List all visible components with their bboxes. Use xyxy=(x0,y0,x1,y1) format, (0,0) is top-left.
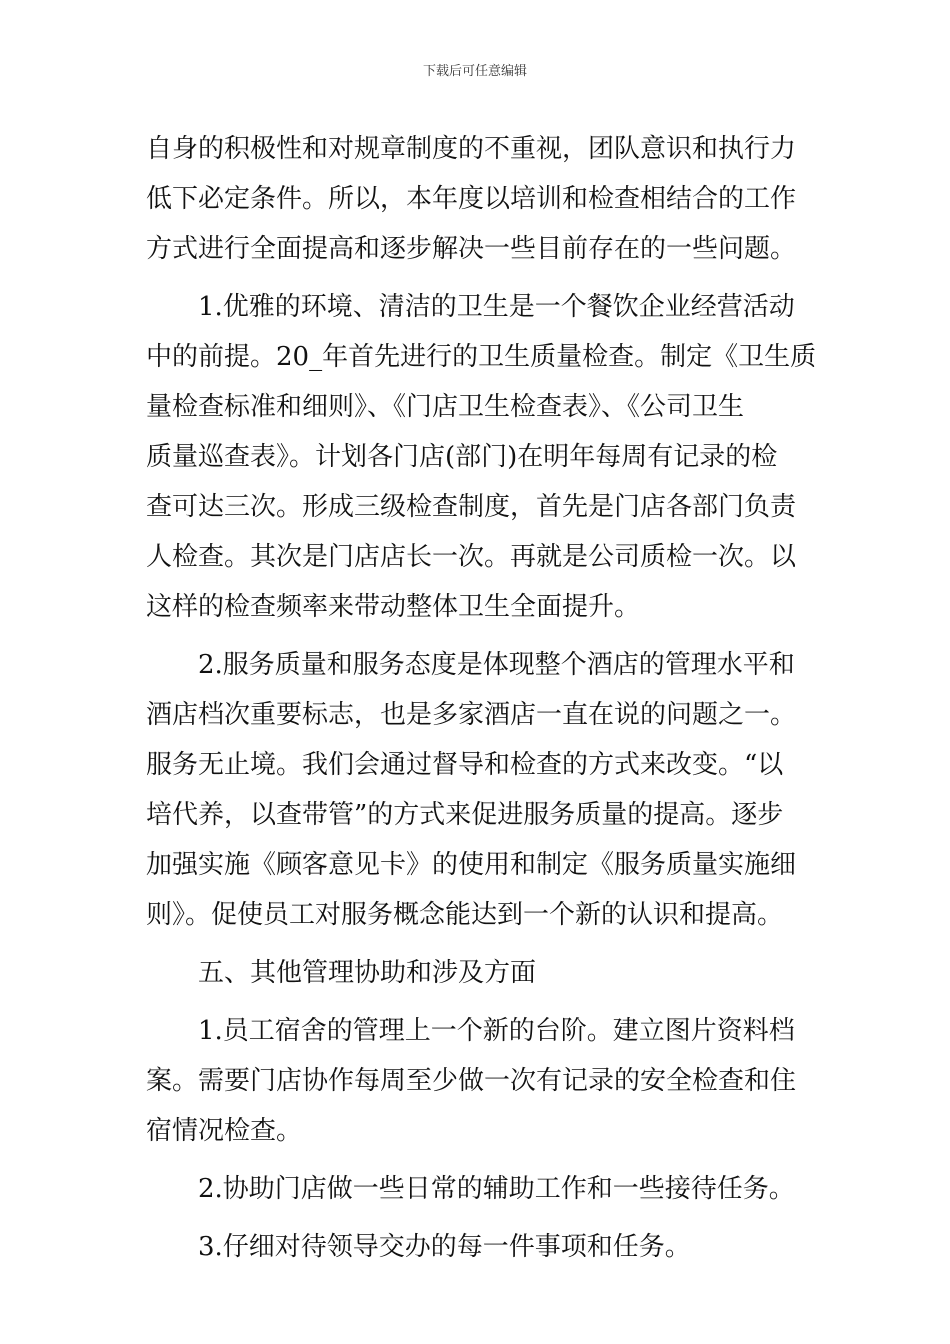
paragraph-intro-continuation xyxy=(146,124,810,274)
paragraph-line: 方式进行全面提高和逐步解决一些目前存在的一些问题。 xyxy=(146,234,797,264)
paragraph-line: 人检查。其次是门店店长一次。再就是公司质检一次。以 xyxy=(146,542,797,572)
paragraph-line: 培代养，以查带管”的方式来促进服务质量的提高。逐步 xyxy=(146,800,784,830)
document-body xyxy=(146,124,817,1272)
paragraph-line: 酒店档次重要标志，也是多家酒店一直在说的问题之一。 xyxy=(146,700,797,730)
paragraph-line: 服务无止境。我们会通过督导和检查的方式来改变。“以 xyxy=(146,750,784,780)
paragraph-line: 2.服务质量和服务态度是体现整个酒店的管理水平和 xyxy=(198,650,795,680)
paragraph-line: 案。需要门店协作每周至少做一次有记录的安全检查和住 xyxy=(146,1066,797,1096)
paragraph-line: 质量巡查表》。计划各门店(部门)在明年每周有记录的检 xyxy=(146,442,778,472)
paragraph-leadership-tasks xyxy=(146,1222,810,1272)
paragraph-line: 加强实施《顾客意见卡》的使用和制定《服务质量实施细 xyxy=(146,850,797,880)
paragraph-line: 量检查标准和细则》、《门店卫生检查表》、《公司卫生 xyxy=(146,392,745,422)
paragraph-line: 宿情况检查。 xyxy=(146,1116,303,1146)
paragraph-dormitory xyxy=(146,1006,810,1156)
section-heading-text: 五、其他管理协助和涉及方面 xyxy=(198,958,537,988)
paragraph-line: 2.协助门店做一些日常的辅助工作和一些接待任务。 xyxy=(198,1174,795,1204)
paragraph-line: 自身的积极性和对规章制度的不重视，团队意识和执行力 xyxy=(146,134,797,164)
paragraph-hygiene xyxy=(146,282,817,632)
page-header: 下载后可任意编辑 xyxy=(422,64,527,79)
paragraph-line: 则》。促使员工对服务概念能达到一个新的认识和提高。 xyxy=(146,900,784,930)
paragraph-line: 这样的检查频率来带动整体卫生全面提升。 xyxy=(146,592,641,622)
paragraph-line: 1.优雅的环境、清洁的卫生是一个餐饮企业经营活动 xyxy=(198,292,795,322)
paragraph-assist-stores xyxy=(146,1164,810,1214)
paragraph-service-quality xyxy=(146,640,810,940)
section-heading xyxy=(146,948,810,998)
paragraph-line: 查可达三次。形成三级检查制度，首先是门店各部门负责 xyxy=(146,492,797,522)
paragraph-line: 低下必定条件。所以，本年度以培训和检查相结合的工作 xyxy=(146,184,797,214)
paragraph-line: 中的前提。20_年首先进行的卫生质量检查。制定《卫生质 xyxy=(146,342,817,372)
paragraph-line: 1.员工宿舍的管理上一个新的台阶。建立图片资料档 xyxy=(198,1016,795,1046)
paragraph-line: 3.仔细对待领导交办的每一件事项和任务。 xyxy=(198,1232,691,1262)
